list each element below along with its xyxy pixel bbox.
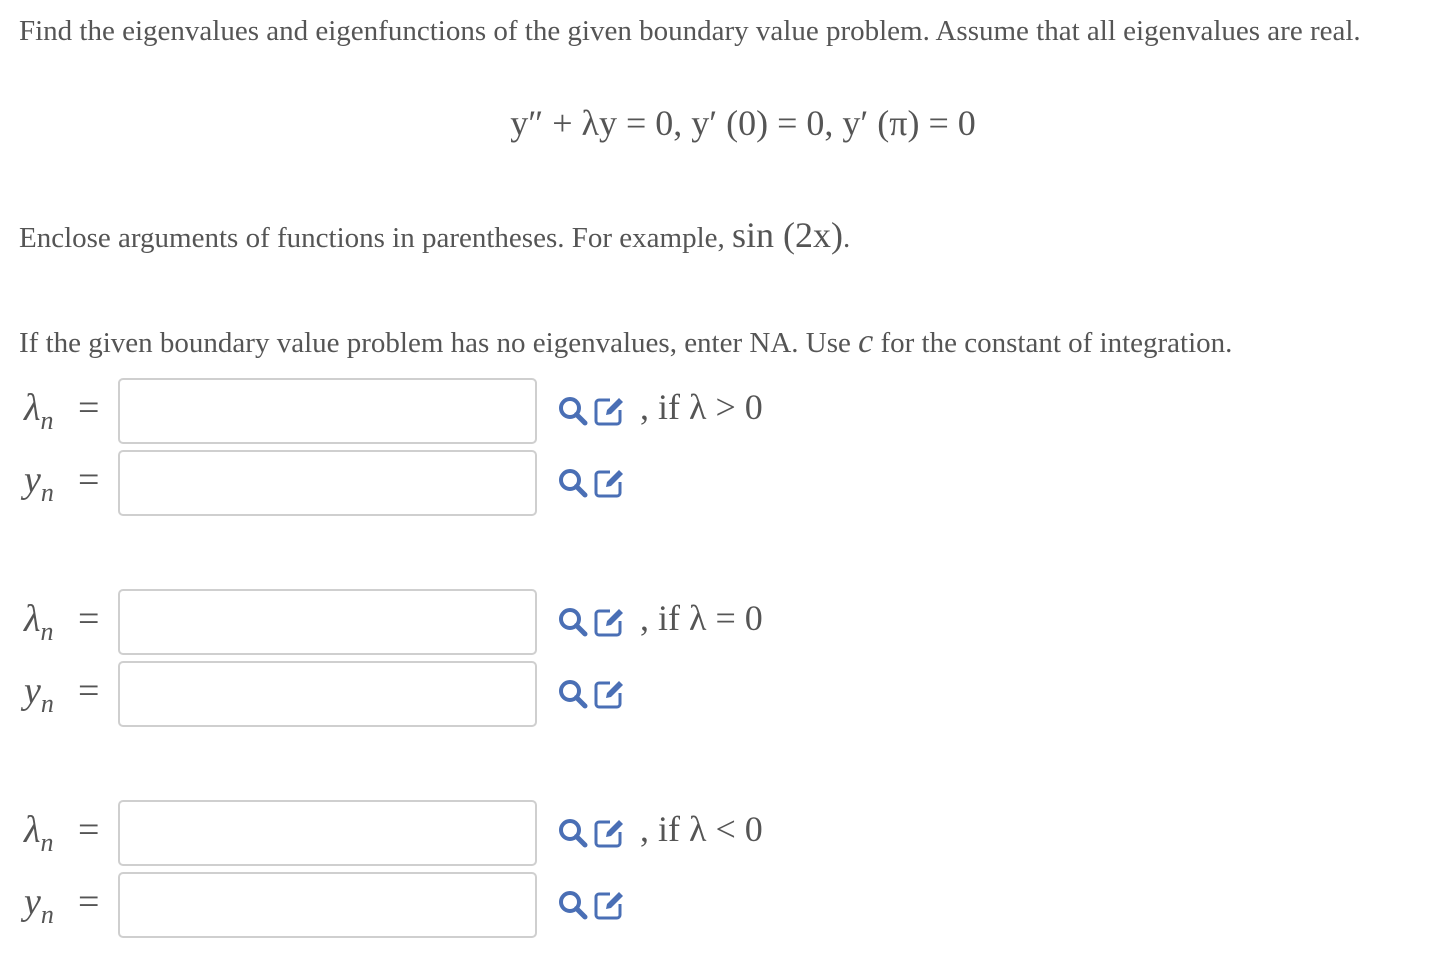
- lambda-input-positive[interactable]: [118, 378, 537, 444]
- format-instruction-end: .: [843, 222, 851, 254]
- magnifier-icon[interactable]: [557, 678, 589, 710]
- answer-tools: [557, 466, 629, 500]
- condition-negative: , if λ < 0: [640, 809, 763, 849]
- lambda-row-zero: [0, 589, 1432, 657]
- equals-sign: =: [78, 598, 100, 640]
- magnifier-icon[interactable]: [557, 817, 589, 849]
- y-row-positive: [0, 450, 1432, 518]
- edit-pencil-icon[interactable]: [593, 678, 625, 710]
- format-example: sin (2x): [732, 215, 844, 255]
- magnifier-icon[interactable]: [557, 606, 589, 638]
- problem-statement: Find the eigenvalues and eigenfunctions of the given boundary value problem. Assume that all eigenvalues are real.: [19, 15, 1361, 47]
- lambda-n-label: [24, 808, 53, 858]
- na-instruction: [19, 323, 1232, 361]
- edit-pencil-icon[interactable]: [593, 606, 625, 638]
- answer-tools: [557, 605, 629, 639]
- y-symbol: y: [24, 459, 41, 501]
- y-input-positive[interactable]: [118, 450, 537, 516]
- lambda-n-label: [24, 386, 53, 436]
- constant-symbol: c: [858, 323, 874, 360]
- subscript-n: n: [40, 828, 54, 857]
- lambda-symbol: λ: [24, 809, 41, 851]
- na-instruction-text-end: for the constant of integration.: [873, 327, 1233, 359]
- boundary-value-equation: y″ + λy = 0, y′ (0) = 0, y′ (π) = 0: [510, 103, 976, 143]
- edit-pencil-icon[interactable]: [593, 817, 625, 849]
- y-n-label: [24, 669, 54, 719]
- equals-sign: =: [78, 387, 100, 429]
- y-row-zero: [0, 661, 1432, 729]
- lambda-row-negative: [0, 800, 1432, 868]
- condition-zero: , if λ = 0: [640, 598, 763, 638]
- magnifier-icon[interactable]: [557, 889, 589, 921]
- lambda-row-positive: [0, 378, 1432, 446]
- subscript-n: n: [40, 900, 54, 929]
- lambda-symbol: λ: [24, 387, 41, 429]
- edit-pencil-icon[interactable]: [593, 467, 625, 499]
- magnifier-icon[interactable]: [557, 467, 589, 499]
- y-symbol: y: [24, 670, 41, 712]
- subscript-n: n: [40, 689, 54, 718]
- lambda-n-label: [24, 597, 53, 647]
- y-n-label: [24, 458, 54, 508]
- answer-tools: [557, 677, 629, 711]
- answer-tools: [557, 816, 629, 850]
- magnifier-icon[interactable]: [557, 395, 589, 427]
- y-input-zero[interactable]: [118, 661, 537, 727]
- equals-sign: =: [78, 459, 100, 501]
- edit-pencil-icon[interactable]: [593, 889, 625, 921]
- answer-tools: [557, 394, 629, 428]
- lambda-input-negative[interactable]: [118, 800, 537, 866]
- edit-pencil-icon[interactable]: [593, 395, 625, 427]
- lambda-input-zero[interactable]: [118, 589, 537, 655]
- condition-positive: , if λ > 0: [640, 387, 763, 427]
- equals-sign: =: [78, 881, 100, 923]
- format-instruction: [19, 214, 850, 256]
- y-input-negative[interactable]: [118, 872, 537, 938]
- subscript-n: n: [40, 478, 54, 507]
- answer-tools: [557, 888, 629, 922]
- y-row-negative: [0, 872, 1432, 940]
- subscript-n: n: [40, 617, 54, 646]
- format-instruction-text: Enclose arguments of functions in parentheses. For example,: [19, 222, 733, 254]
- na-instruction-text: If the given boundary value problem has no eigenvalues, enter NA. Use: [19, 327, 859, 359]
- y-n-label: [24, 880, 54, 930]
- y-symbol: y: [24, 881, 41, 923]
- subscript-n: n: [40, 406, 54, 435]
- equals-sign: =: [78, 670, 100, 712]
- lambda-symbol: λ: [24, 598, 41, 640]
- equals-sign: =: [78, 809, 100, 851]
